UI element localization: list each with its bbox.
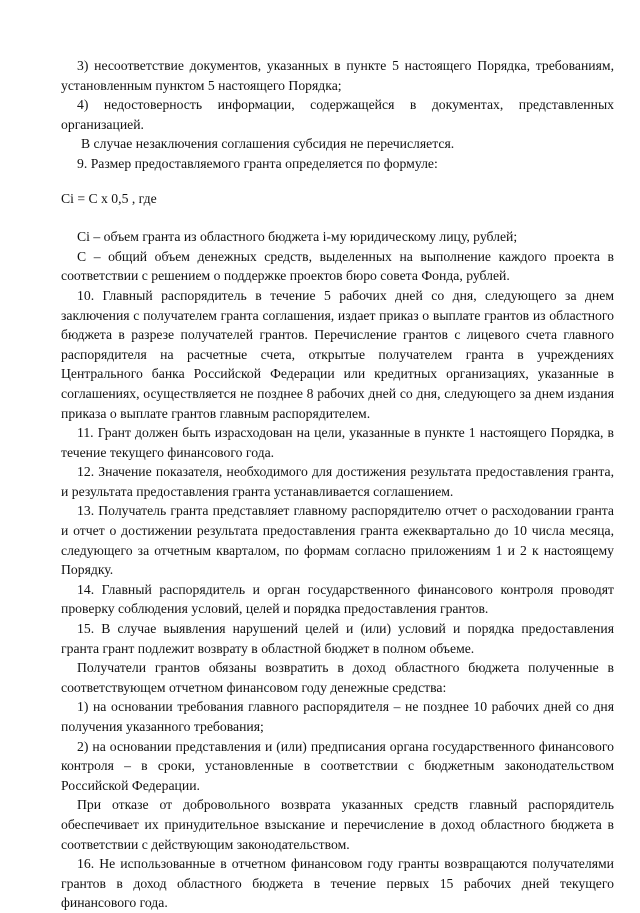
paragraph-ci-definition: Сi – объем гранта из областного бюджета i-му юридическому лицу, рублей; xyxy=(77,229,518,245)
grant-formula: Сi = С х 0,5 , где xyxy=(61,190,157,206)
paragraph-13: 13. Получатель гранта представляет главному распорядителю отчет о расходовании гранта и отчет о достижении результата предоставления гранта ежеквартально до 10 числа месяца, следующего за отчетным кварталом, по формам согласно приложениям 1 и 2 к настоящему Порядку. xyxy=(61,503,614,578)
paragraph-12: 12. Значение показателя, необходимого для достижения результата предоставления гранта, и результата предоставления гранта устанавливается соглашением. xyxy=(61,464,614,499)
paragraph-10: 10. Главный распорядитель в течение 5 рабочих дней со дня, следующего за днем заключения с получателем гранта соглашения, издает приказ о выплате грантов из областного бюджета в разрезе получателей грантов. Перечисление грантов с лицевого счета главного распорядителя на расчетные счета, открытые получателем гранта в учреждениях Центрального банка Российской Федерации или кредитных организациях, указанные в соглашениях, осуществляется не позднее 8 рабочих дней со дня, следующего за днем издания приказа о выплате грантов главным распорядителем. xyxy=(61,287,614,421)
paragraph-9: 9. Размер предоставляемого гранта определяется по формуле: xyxy=(77,155,438,171)
paragraph-11: 11. Грант должен быть израсходован на цели, указанные в пункте 1 настоящего Порядка, в течение текущего финансового года. xyxy=(61,425,614,460)
paragraph-refund-item-2: 2) на основании представления и (или) предписания органа государственного финансового контроля – в сроки, установленные в соответствии с бюджетным законодательством Российской Федерации. xyxy=(61,738,614,793)
paragraph-c-definition: С – общий объем денежных средств, выделенных на выполнение каждого проекта в соответствии с решением о поддержке проектов бюро совета Фонда, рублей. xyxy=(61,248,614,284)
paragraph-forced-collection: При отказе от добровольного возврата указанных средств главный распорядитель обеспечивает их принудительное взыскание и перечисление в доход областного бюджета в соответствии с действующим законодательством. xyxy=(61,797,614,852)
paragraph-refund-obligation: Получатели грантов обязаны возвратить в доход областного бюджета полученные в соответствующем отчетном финансовом году денежные средства: xyxy=(61,660,614,695)
paragraph-item-4: 4) недостоверность информации, содержащейся в документах, представленных организацией. xyxy=(61,97,614,132)
paragraph-15: 15. В случае выявления нарушений целей и (или) условий и порядка предоставления гранта грант подлежит возврату в областной бюджет в полном объеме. xyxy=(61,621,614,656)
paragraph-item-3: 3) несоответствие документов, указанных в пункте 5 настоящего Порядка, требованиям, установленным пунктом 5 настоящего Порядка; xyxy=(61,58,614,93)
paragraph-no-agreement: В случае незаключения соглашения субсидия не перечисляется. xyxy=(81,136,455,152)
paragraph-16: 16. Не использованные в отчетном финансовом году гранты возвращаются получателями грантов в доход областного бюджета в течение первых 15 рабочих дней текущего финансового года. xyxy=(61,856,614,911)
paragraph-14: 14. Главный распорядитель и орган государственного финансового контроля проводят проверку соблюдения условий, целей и порядка предоставления грантов. xyxy=(61,581,614,617)
paragraph-refund-item-1: 1) на основании требования главного распорядителя – не позднее 10 рабочих дней со дня получения указанного требования; xyxy=(61,699,614,734)
